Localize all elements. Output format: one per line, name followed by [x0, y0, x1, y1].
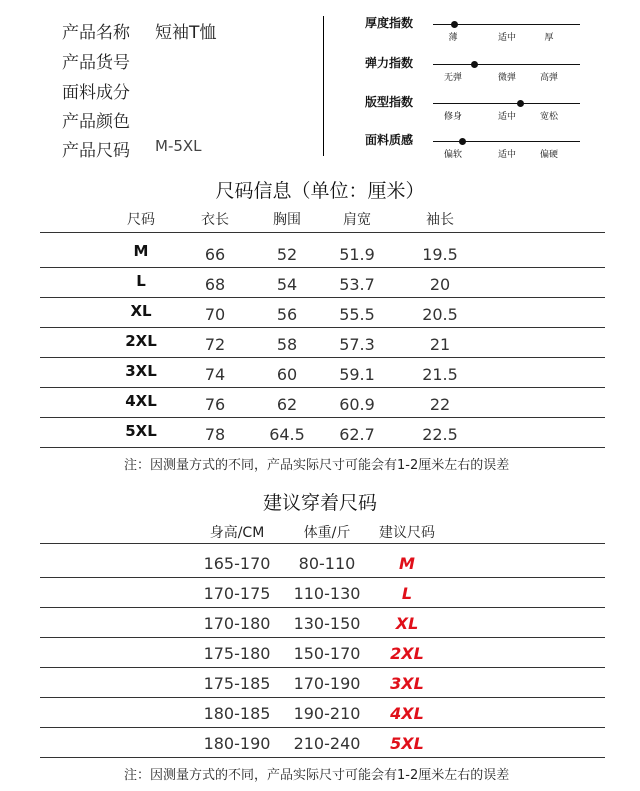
index-level-marker [451, 21, 458, 28]
vertical-divider [323, 16, 324, 156]
measure-cell: 56 [276, 305, 298, 324]
measure-cell: 21 [429, 335, 451, 354]
recommend-table-header: 体重/斤 [303, 525, 351, 541]
range-cell: 170-175 [203, 584, 271, 603]
product-color-label: 产品颜色 [62, 112, 130, 132]
recommend-table-header: 身高/CM [209, 525, 265, 541]
measure-cell: 72 [204, 335, 226, 354]
recommended-size: 3XL [390, 674, 424, 693]
size-cell: M [133, 242, 149, 260]
table-rule [40, 637, 605, 638]
table-rule [40, 757, 605, 758]
table-rule [40, 267, 605, 268]
recommend-table-note: 注：因测量方式的不同，产品实际尺寸可能会有1-2厘米左右的误差 [124, 768, 510, 783]
size-cell: 4XL [125, 392, 157, 410]
measure-cell: 66 [204, 245, 226, 264]
size-table-header: 袖长 [426, 212, 454, 228]
table-rule [40, 387, 605, 388]
measure-cell: 19.5 [422, 245, 458, 264]
recommended-size: 5XL [390, 734, 424, 753]
measure-cell: 55.5 [339, 305, 375, 324]
measure-cell: 70 [204, 305, 226, 324]
range-cell: 210-240 [293, 734, 361, 753]
index-level-marker [517, 100, 524, 107]
size-table-note: 注：因测量方式的不同，产品实际尺寸可能会有1-2厘米左右的误差 [124, 458, 510, 473]
range-cell: 110-130 [293, 584, 361, 603]
index-level-marker [471, 61, 478, 68]
range-cell: 175-185 [203, 674, 271, 693]
size-cell: XL [130, 302, 152, 320]
size-table-header: 肩宽 [343, 212, 371, 228]
range-cell: 180-190 [203, 734, 271, 753]
index-level-marker [459, 138, 466, 145]
index-tick-label: 宽松 [539, 112, 559, 122]
product-name-label: 产品名称 [62, 23, 130, 43]
index-label: 厚度指数 [365, 16, 414, 30]
measure-cell: 76 [204, 395, 226, 414]
table-rule [40, 607, 605, 608]
product-size-label: 产品尺码 [62, 141, 130, 161]
range-cell: 80-110 [298, 554, 356, 573]
measure-cell: 59.1 [339, 365, 375, 384]
measure-cell: 52 [276, 245, 298, 264]
measure-cell: 64.5 [269, 425, 305, 444]
index-tick-label: 无弹 [443, 73, 463, 83]
table-rule [40, 577, 605, 578]
measure-cell: 57.3 [339, 335, 375, 354]
range-cell: 130-150 [293, 614, 361, 633]
size-cell: 5XL [125, 422, 157, 440]
index-tick-label: 修身 [443, 112, 463, 122]
recommended-size: M [399, 554, 415, 573]
table-rule [40, 727, 605, 728]
table-rule [40, 417, 605, 418]
product-fabric-label: 面料成分 [62, 83, 130, 103]
range-cell: 165-170 [203, 554, 271, 573]
measure-cell: 53.7 [339, 275, 375, 294]
recommended-size: 4XL [390, 704, 424, 723]
measure-cell: 60 [276, 365, 298, 384]
table-rule [40, 297, 605, 298]
range-cell: 175-180 [203, 644, 271, 663]
measure-cell: 68 [204, 275, 226, 294]
measure-cell: 22.5 [422, 425, 458, 444]
index-label: 版型指数 [365, 95, 414, 109]
measure-cell: 20 [429, 275, 451, 294]
index-label: 弹力指数 [365, 56, 414, 70]
measure-cell: 62 [276, 395, 298, 414]
measure-cell: 20.5 [422, 305, 458, 324]
measure-cell: 22 [429, 395, 451, 414]
measure-cell: 54 [276, 275, 298, 294]
index-tick-label: 高弹 [539, 73, 559, 83]
size-cell: 2XL [125, 332, 157, 350]
measure-cell: 60.9 [339, 395, 375, 414]
measure-cell: 21.5 [422, 365, 458, 384]
recommend-table-header: 建议尺码 [379, 525, 435, 541]
size-cell: 3XL [125, 362, 157, 380]
recommended-size: L [401, 584, 413, 603]
range-cell: 170-180 [203, 614, 271, 633]
index-tick-label: 适中 [497, 112, 517, 122]
size-table-header: 衣长 [201, 212, 229, 228]
size-table-title: 尺码信息（单位：厘米） [215, 180, 425, 202]
index-scale-line [433, 141, 580, 142]
product-size-value: M-5XL [155, 137, 202, 155]
index-label: 面料质感 [365, 133, 414, 147]
recommend-table-title: 建议穿着尺码 [262, 492, 377, 514]
table-rule [40, 357, 605, 358]
product-name-value: 短袖T恤 [155, 23, 217, 43]
table-rule [40, 447, 605, 448]
measure-cell: 74 [204, 365, 226, 384]
table-rule [40, 667, 605, 668]
measure-cell: 62.7 [339, 425, 375, 444]
size-table-header: 尺码 [127, 212, 155, 228]
measure-cell: 78 [204, 425, 226, 444]
size-cell: L [136, 272, 146, 290]
index-tick-label: 适中 [497, 33, 517, 43]
size-table-header: 胸围 [273, 212, 301, 228]
index-tick-label: 适中 [497, 150, 517, 160]
table-rule [40, 697, 605, 698]
recommended-size: 2XL [390, 644, 424, 663]
table-rule [40, 543, 605, 544]
range-cell: 150-170 [293, 644, 361, 663]
index-tick-label: 薄 [448, 33, 458, 43]
index-scale-line [433, 103, 580, 104]
index-scale-line [433, 64, 580, 65]
table-rule [40, 232, 605, 233]
measure-cell: 58 [276, 335, 298, 354]
index-tick-label: 微弹 [497, 73, 517, 83]
range-cell: 180-185 [203, 704, 271, 723]
index-tick-label: 偏硬 [539, 150, 559, 160]
product-sku-label: 产品货号 [62, 53, 130, 73]
measure-cell: 51.9 [339, 245, 375, 264]
index-tick-label: 厚 [544, 33, 554, 43]
range-cell: 190-210 [293, 704, 361, 723]
table-rule [40, 327, 605, 328]
index-tick-label: 偏软 [443, 150, 463, 160]
range-cell: 170-190 [293, 674, 361, 693]
recommended-size: XL [395, 614, 419, 633]
